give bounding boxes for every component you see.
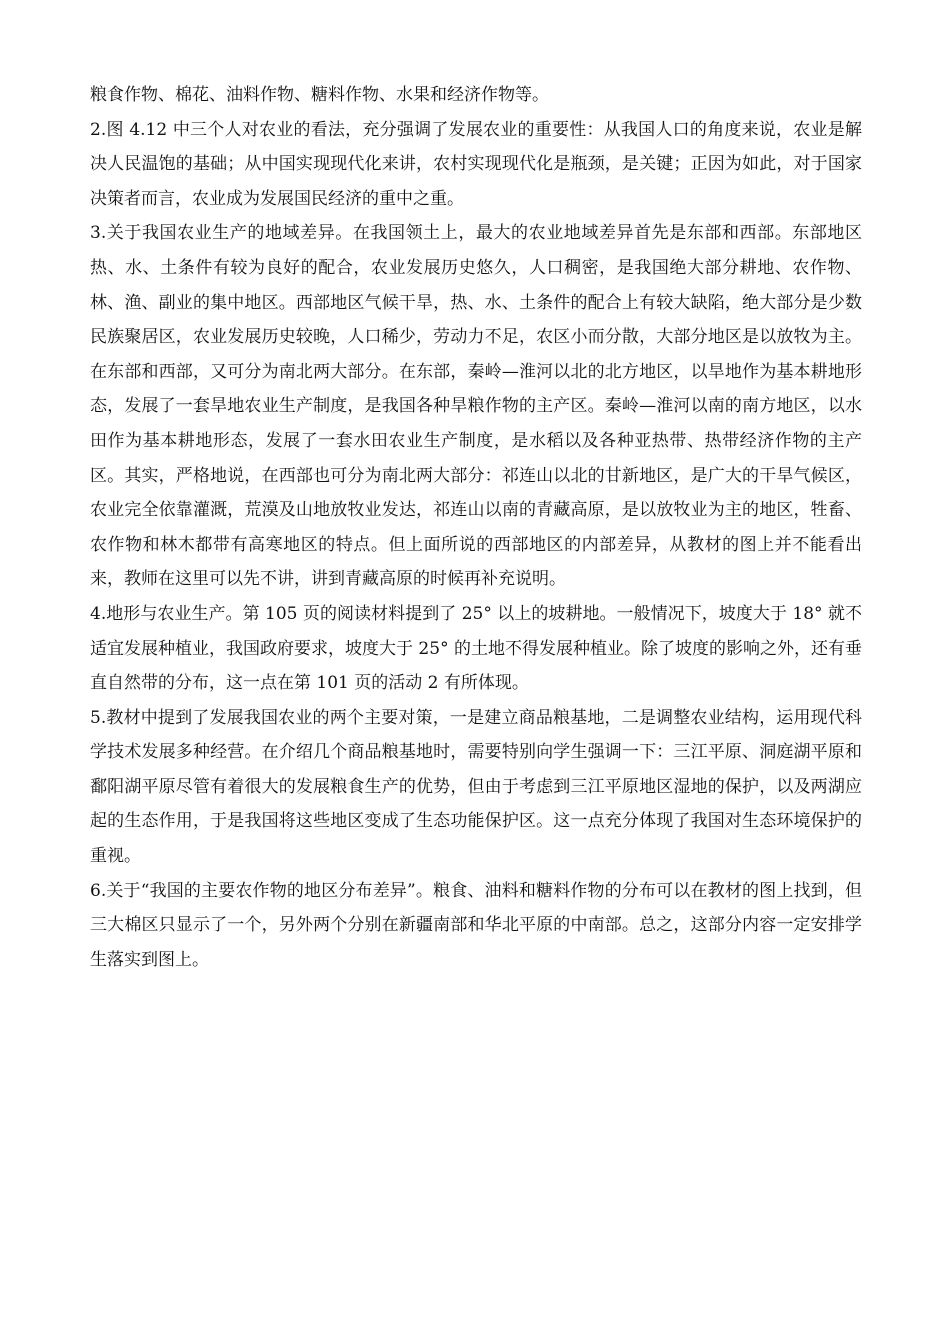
paragraph-item-5-countermeasures: 5.教材中提到了发展我国农业的两个主要对策，一是建立商品粮基地，二是调整农业结构，运用现代科学技术发展多种经营。在介绍几个商品粮基地时，需要特别向学生强调一下：三江平原、洞庭湖平原和鄱阳湖平原尽管有着很大的发展粮食生产的优势，但由于考虑到三江平原地区湿地的保护，以及两湖应起的生态作用，于是我国将这些地区变成了生态功能保护区。这一点充分体现了我国对生态环境保护的重视。 bbox=[90, 707, 862, 867]
paragraph-item-3-regional-differences: 3.关于我国农业生产的地域差异。在我国领土上，最大的农业地域差异首先是东部和西部。东部地区热、水、土条件有较为良好的配合，农业发展历史悠久，人口稠密，是我国绝大部分耕地、农作物、林、渔、副业的集中地区。西部地区气候干旱，热、水、土条件的配合上有较大缺陷，绝大部分是少数民族聚居区，农业发展历史较晚，人口稀少，劳动力不足，农区小而分散，大部分地区是以放牧为主。在东部和西部，又可分为南北两大部分。在东部，秦岭—淮河以北的北方地区，以旱地作为基本耕地形态，发展了一套旱地农业生产制度，是我国各种旱粮作物的主产区。秦岭—淮河以南的南方地区，以水田作为基本耕地形态，发展了一套水田农业生产制度，是水稻以及各种亚热带、热带经济作物的主产区。其实，严格地说，在西部也可分为南北两大部分：祁连山以北的甘新地区，是广大的干旱气候区，农业完全依靠灌溉，荒漠及山地放牧业发达，祁连山以南的青藏高原，是以放牧业为主的地区，牲畜、农作物和林木都带有高寒地区的特点。但上面所说的西部地区的内部差异，从教材的图上并不能看出来，教师在这里可以先不讲，讲到青藏高原的时候再补充说明。 bbox=[90, 223, 862, 590]
paragraph-item-6-crop-distribution: 6.关于“我国的主要农作物的地区分布差异”。粮食、油料和糖料作物的分布可以在教材的图上找到，但三大棉区只显示了一个，另外两个分别在新疆南部和华北平原的中南部。总之，这部分内容一定安排学生落实到图上。 bbox=[90, 880, 862, 970]
paragraph-item-4-terrain: 4.地形与农业生产。第 105 页的阅读材料提到了 25° 以上的坡耕地。一般情况下，坡度大于 18° 就不适宜发展种植业，我国政府要求，坡度大于 25° 的土地不得发展种植业。除了坡度的影响之外，还有垂直自然带的分布，这一点在第 101 页的活动 2 有所体现。 bbox=[90, 603, 862, 694]
document-page bbox=[90, 78, 862, 977]
paragraph-item-2-agriculture-importance: 2.图 4.12 中三个人对农业的看法，充分强调了发展农业的重要性：从我国人口的角度来说，农业是解决人民温饱的基础；从中国实现现代化来讲，农村实现现代化是瓶颈，是关键；正因为如此，对于国家决策者而言，农业成为发展国民经济的重中之重。 bbox=[90, 119, 862, 209]
paragraph-crops-list: 粮食作物、棉花、油料作物、糖料作物、水果和经济作物等。 bbox=[90, 85, 549, 105]
